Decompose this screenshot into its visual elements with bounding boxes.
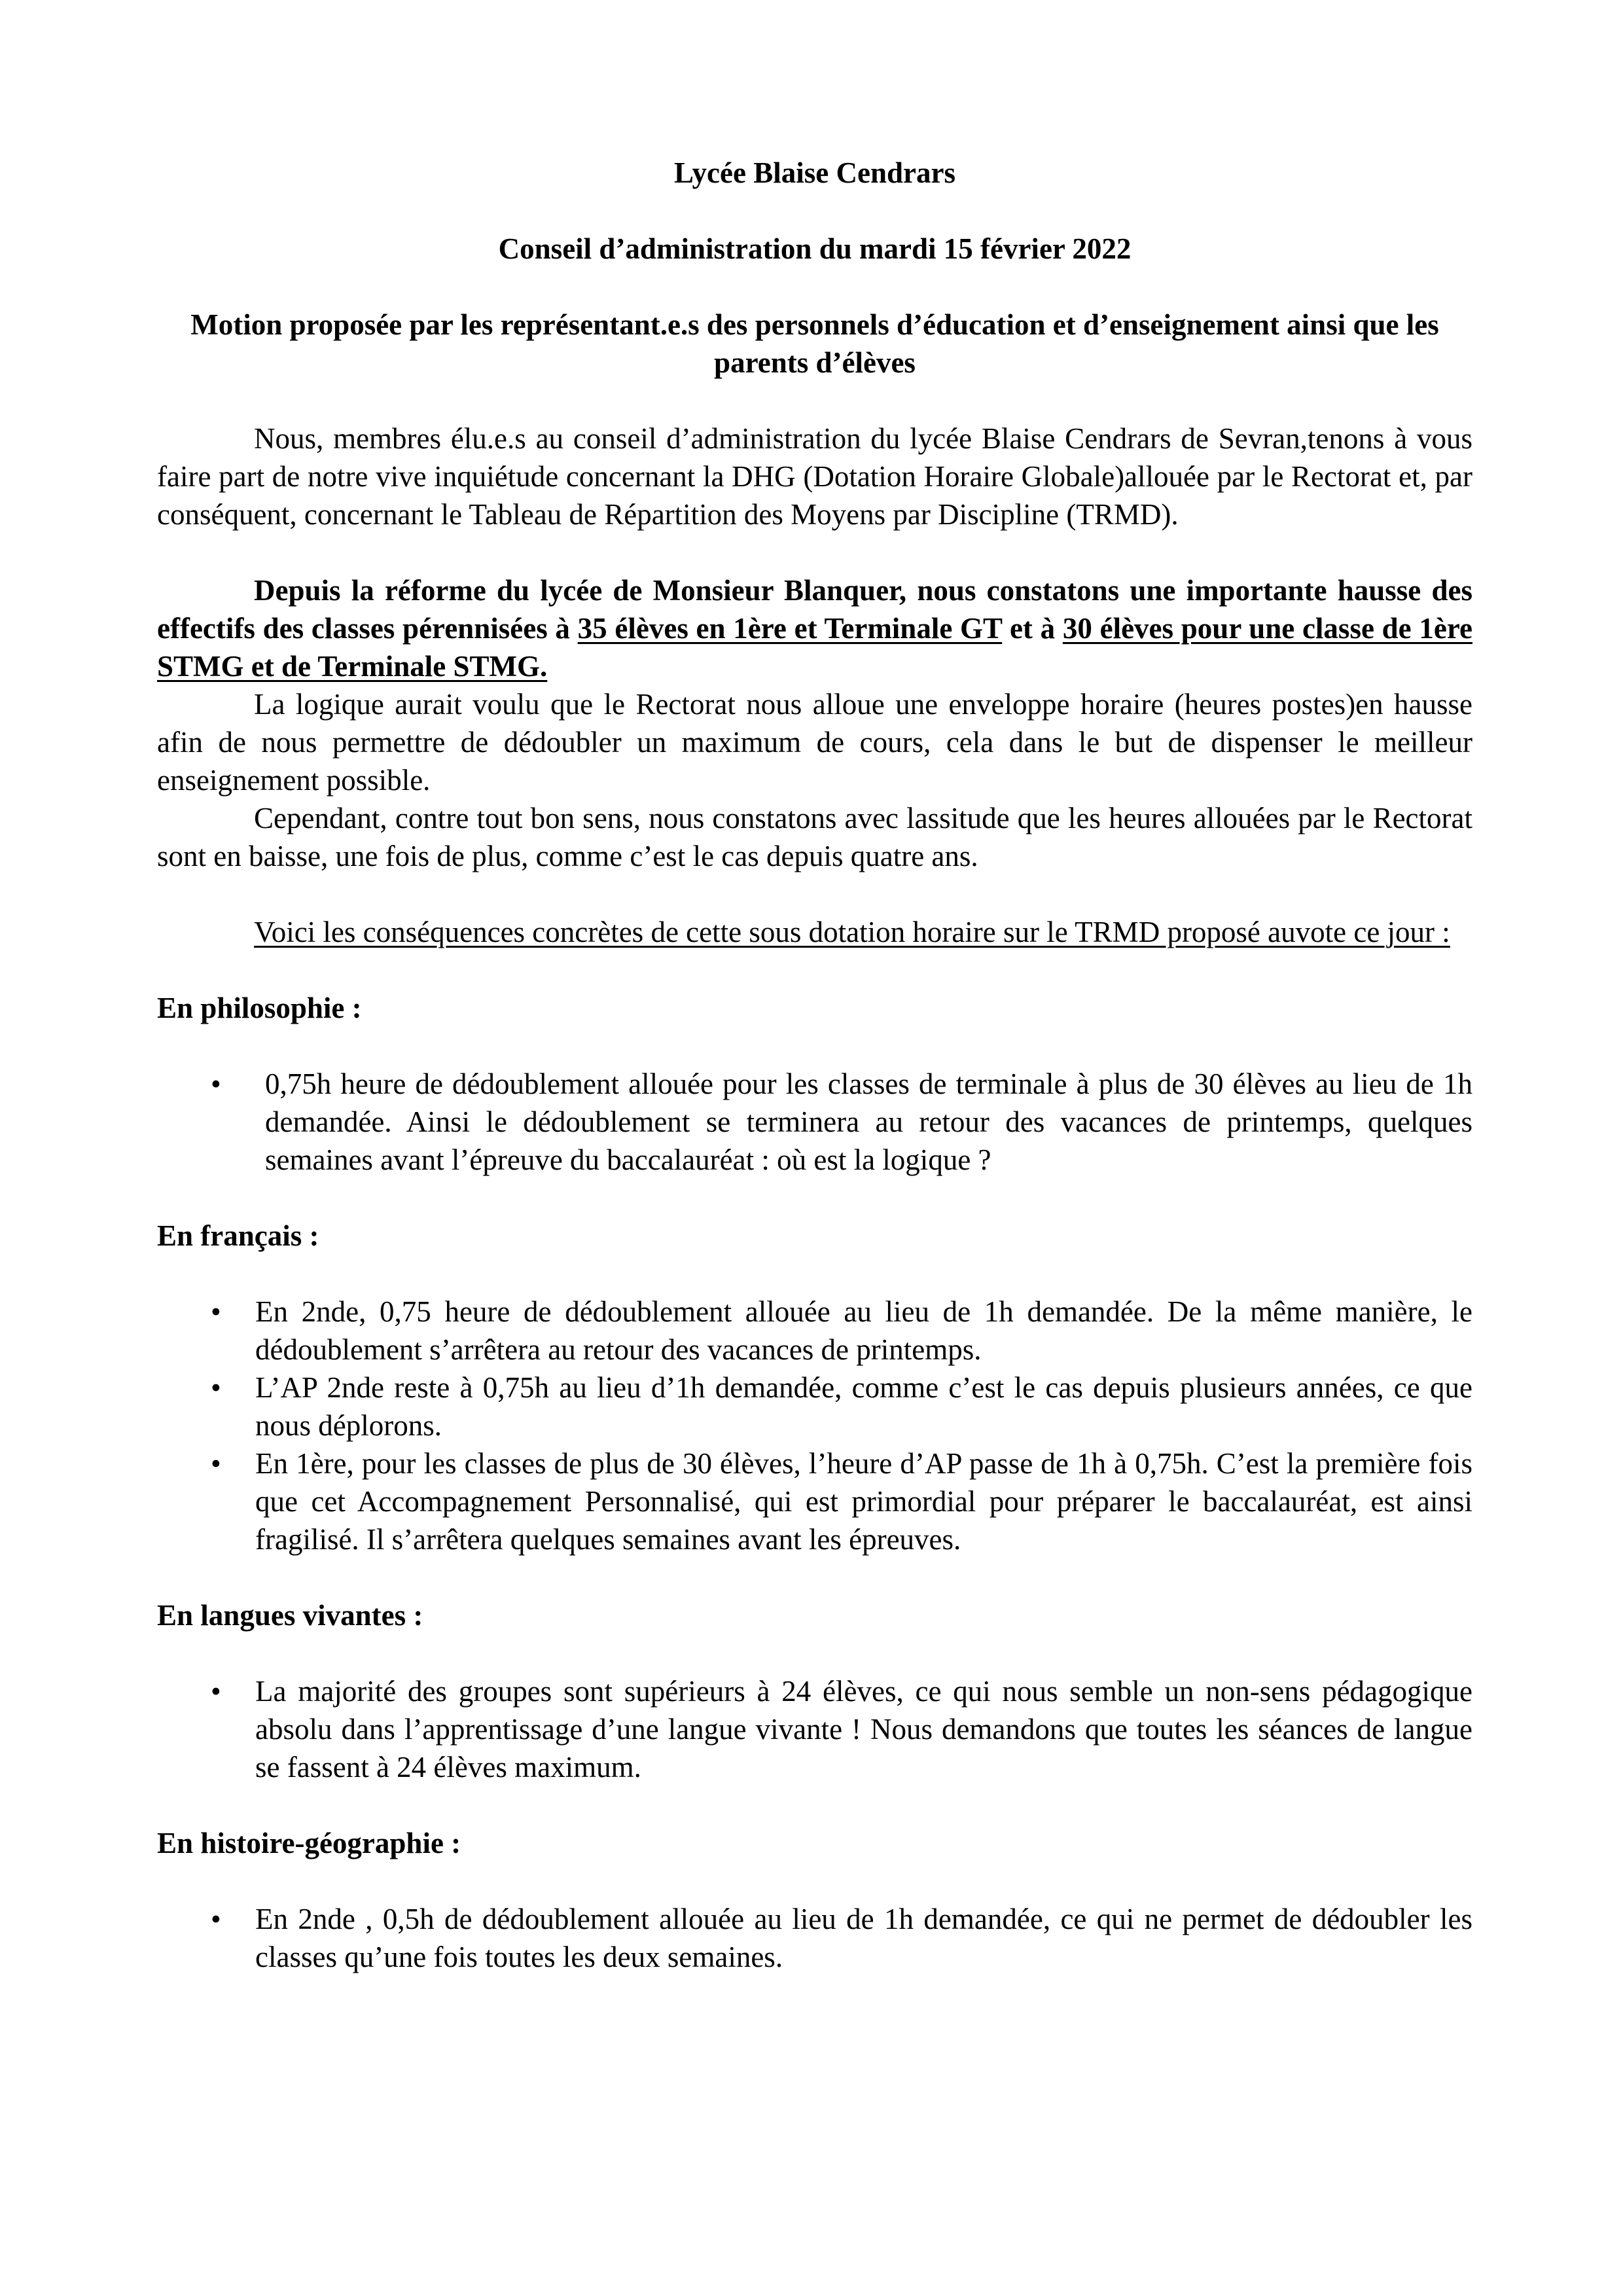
section-title-histoire: En histoire-géographie : (157, 1827, 461, 1859)
consequences-underlined: Voici les conséquences concrètes de cette sous dotation horaire sur le TRMD proposé auvote ce jour : (254, 916, 1450, 948)
bullet-icon: • (211, 1447, 221, 1480)
list-item: • La majorité des groupes sont supérieurs à 24 élèves, ce qui nous semble un non-sens pédagogique absolu dans l’apprentissage d’une langue vivante ! Nous demandons que toutes les séances de langue se fassent à 24 élèves maximum. (157, 1672, 1472, 1786)
reform-underlined-1: 35 élèves en 1ère et Terminale GT (577, 612, 1003, 645)
meeting-title: Conseil d’administration du mardi 15 février 2022 (498, 232, 1132, 265)
school-name: Lycée Blaise Cendrars (674, 156, 955, 189)
section-title-francais: En français : (157, 1219, 319, 1252)
list-francais (157, 1293, 1472, 1558)
logic-paragraph: La logique aurait voulu que le Rectorat nous alloue une enveloppe horaire (heures postes)en hausse afin de nous permettre de dédoubler un maximum de cours, cela dans le but de dispenser le meilleur enseignement possible. (157, 688, 1472, 797)
list-item: • En 1ère, pour les classes de plus de 30 élèves, l’heure d’AP passe de 1h à 0,75h. C’est la première fois que cet Accompagnement Personnalisé, qui est primordial pour préparer le baccalauréat, est ainsi fragilisé. Il s’arrêtera quelques semaines avant les épreuves. (157, 1444, 1472, 1558)
list-item: • 0,75h heure de dédoublement allouée pour les classes de terminale à plus de 30 élèves au lieu de 1h demandée. Ainsi le dédoublement se terminera au retour des vacances de printemps, quelques semaines avant l’épreuve du baccalauréat : où est la logique ? (157, 1065, 1472, 1179)
reform-underlined-2: 30 élèves pour une classe de 1ère STMG et de Terminale STMG. (157, 612, 1472, 683)
bullet-icon: • (211, 1295, 221, 1328)
document-body (157, 154, 1472, 1976)
motion-title: Motion proposée par les représentant.e.s des personnels d’éducation et d’enseignement ainsi que les parents d’élèves (190, 308, 1439, 379)
list-item: • En 2nde , 0,5h de dédoublement allouée au lieu de 1h demandée, ce qui ne permet de dédoubler les classes qu’une fois toutes les deux semaines. (157, 1900, 1472, 1976)
section-title-philosophie: En philosophie : (157, 992, 362, 1024)
bullet-icon: • (211, 1067, 221, 1100)
list-langues (157, 1672, 1472, 1786)
however-paragraph: Cependant, contre tout bon sens, nous constatons avec lassitude que les heures allouées par le Rectorat sont en baisse, une fois de plus, comme c’est le cas depuis quatre ans. (157, 802, 1472, 872)
consequences-intro (157, 913, 1472, 951)
reform-text-1: Depuis la réforme du lycée de Monsieur Blanquer, nous constatons une importante hausse des effectifs des classes pérennisées à (157, 574, 1472, 645)
reform-text-2: et à (1002, 612, 1063, 645)
bullet-icon: • (211, 1903, 221, 1935)
list-item: • En 2nde, 0,75 heure de dédoublement allouée au lieu de 1h demandée. De la même manière, le dédoublement s’arrêtera au retour des vacances de printemps. (157, 1293, 1472, 1369)
list-item: • L’AP 2nde reste à 0,75h au lieu d’1h demandée, comme c’est le cas depuis plusieurs années, ce que nous déplorons. (157, 1369, 1472, 1444)
intro-paragraph: Nous, membres élu.e.s au conseil d’administration du lycée Blaise Cendrars de Sevran,tenons à vous faire part de notre vive inquiétude concernant la DHG (Dotation Horaire Globale)allouée par le Rectorat et, par conséquent, concernant le Tableau de Répartition des Moyens par Discipline (TRMD). (157, 422, 1472, 531)
list-histoire (157, 1900, 1472, 1976)
reform-paragraph (157, 571, 1472, 685)
section-title-langues: En langues vivantes : (157, 1599, 423, 1632)
bullet-icon: • (211, 1675, 221, 1708)
list-philosophie (157, 1065, 1472, 1179)
bullet-icon: • (211, 1371, 221, 1404)
